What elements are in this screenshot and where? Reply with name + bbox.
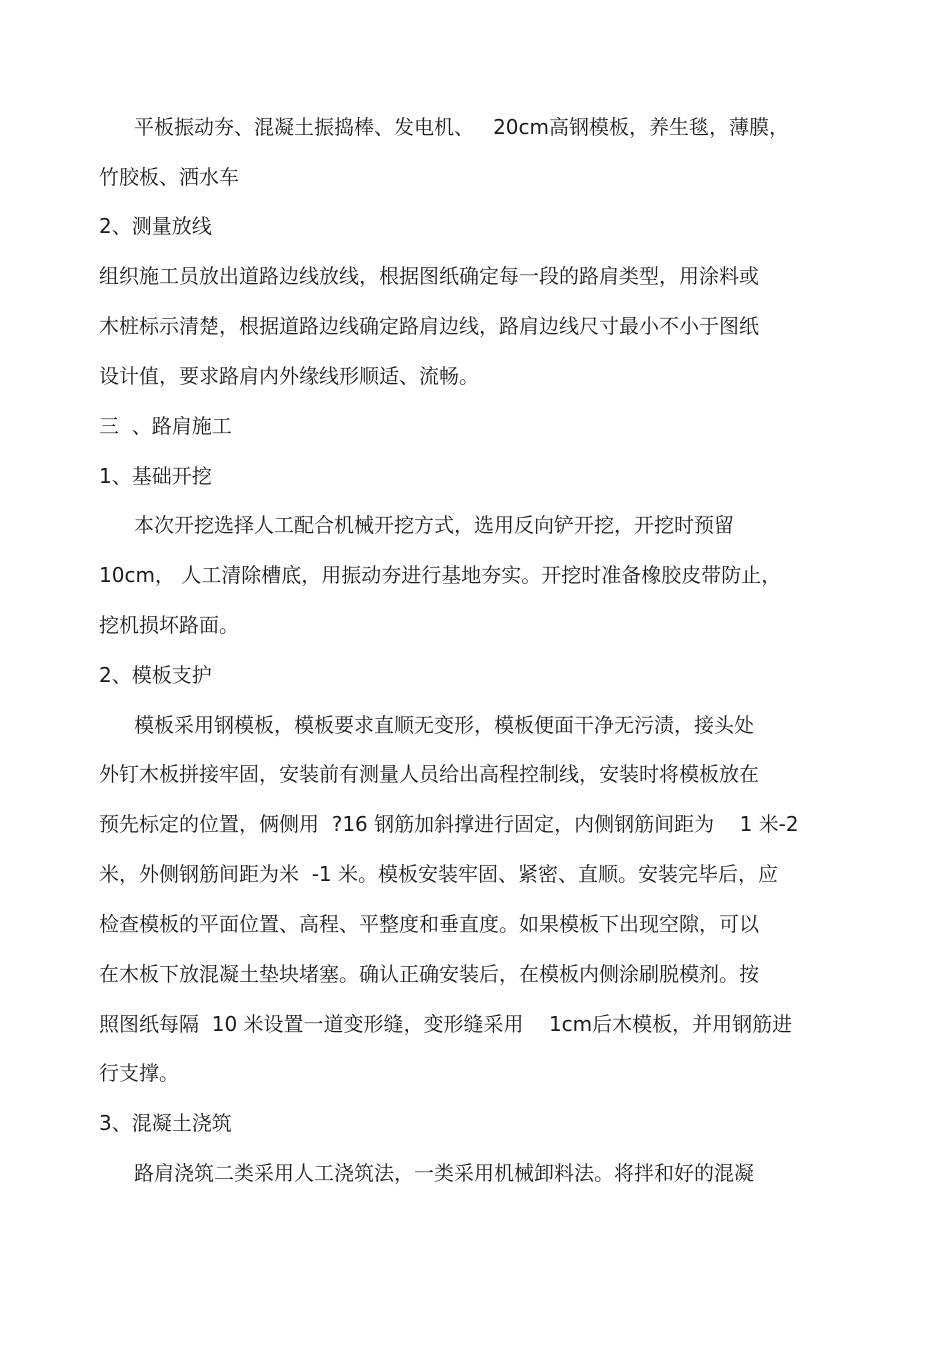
paragraph-line: 竹胶板、洒水车: [99, 165, 239, 189]
paragraph-line: 组织施工员放出道路边线放线，根据图纸确定每一段的路肩类型，用涂料或: [99, 264, 759, 288]
section-heading: 1、基础开挖: [99, 464, 212, 488]
section-heading: 3、混凝土浇筑: [99, 1111, 232, 1135]
paragraph-line: 平板振动夯、混凝土振捣棒、发电机、 20cm高钢模板，养生毯，薄膜，: [134, 115, 789, 139]
chapter-heading: 三 、路肩施工: [99, 414, 232, 438]
paragraph-line: 照图纸每隔 10 米设置一道变形缝，变形缝采用 1cm后木模板，并用钢筋进: [99, 1012, 793, 1036]
paragraph-line: 本次开挖选择人工配合机械开挖方式，选用反向铲开挖，开挖时预留: [134, 513, 734, 537]
section-heading: 2、测量放线: [99, 214, 212, 238]
paragraph-line: 设计值，要求路肩内外缘线形顺适、流畅。: [99, 364, 479, 388]
paragraph-line: 米，外侧钢筋间距为米 -1 米。模板安装牢固、紧密、直顺。安装完毕后，应: [99, 862, 779, 886]
paragraph-line: 模板采用钢模板，模板要求直顺无变形，模板便面干净无污渍，接头处: [134, 713, 754, 737]
paragraph-line: 挖机损坏路面。: [99, 613, 239, 637]
paragraph-line: 10cm， 人工清除槽底，用振动夯进行基地夯实。开挖时准备橡胶皮带防止，: [99, 563, 782, 587]
paragraph-line: 行支撑。: [99, 1061, 179, 1085]
paragraph-line: 路肩浇筑二类采用人工浇筑法，一类采用机械卸料法。将拌和好的混凝: [134, 1161, 754, 1185]
paragraph-line: 外钉木板拼接牢固，安装前有测量人员给出高程控制线，安装时将模板放在: [99, 762, 759, 786]
paragraph-line: 预先标定的位置，俩侧用 ?16 钢筋加斜撑进行固定，内侧钢筋间距为 1 米-2: [99, 812, 799, 836]
paragraph-line: 在木板下放混凝土垫块堵塞。确认正确安装后，在模板内侧涂刷脱模剂。按: [99, 962, 759, 986]
paragraph-line: 检查模板的平面位置、高程、平整度和垂直度。如果模板下出现空隙，可以: [99, 912, 759, 936]
section-heading: 2、模板支护: [99, 663, 212, 687]
paragraph-line: 木桩标示清楚，根据道路边线确定路肩边线，路肩边线尺寸最小不小于图纸: [99, 314, 759, 338]
